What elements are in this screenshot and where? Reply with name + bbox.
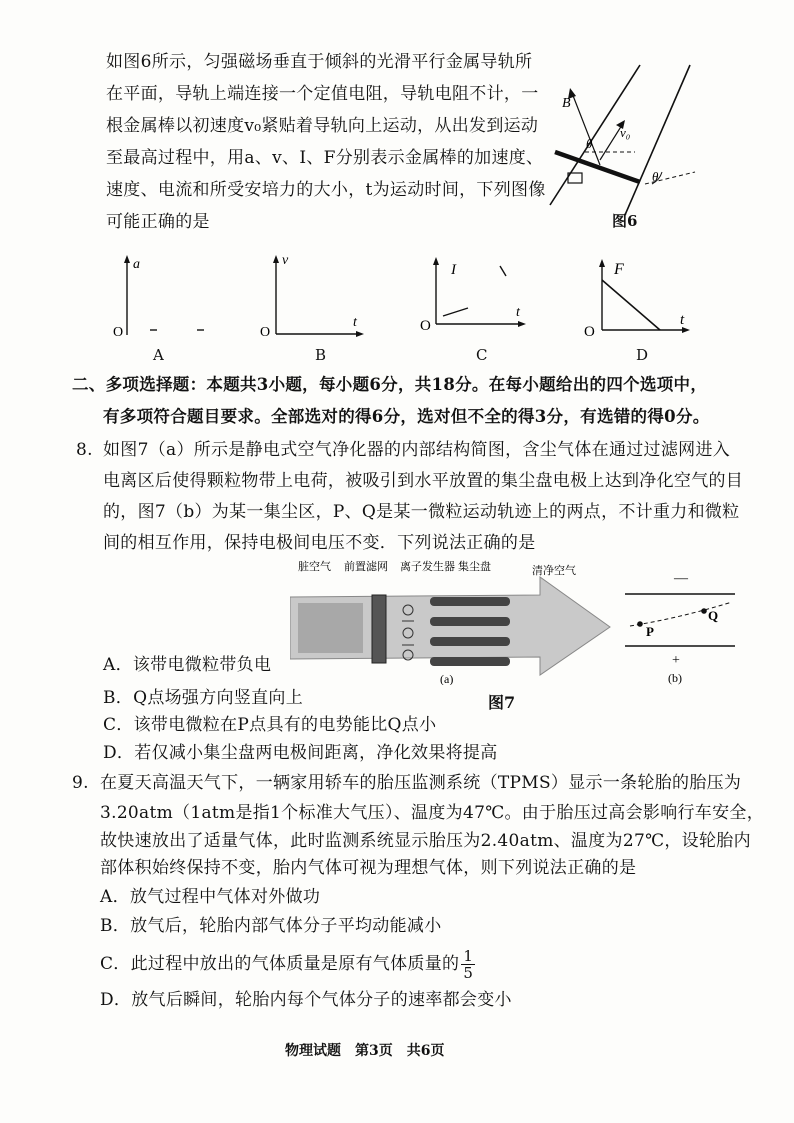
q9-line-3: 故快速放出了适量气体，此时监测系统显示胎压为2.40atm、温度为27℃，设轮胎内 bbox=[100, 831, 751, 851]
graph-c-xlabel: t bbox=[516, 305, 520, 320]
graph-a-option: A bbox=[153, 346, 164, 364]
fig7b-plus-label: + bbox=[672, 653, 680, 668]
q9-option-c-text: C．此过程中放出的气体质量是原有气体质量的 bbox=[100, 954, 460, 974]
figure-7b-field-diagram bbox=[620, 570, 740, 685]
fraction-denominator: 5 bbox=[463, 964, 474, 982]
q9-option-b: B．放气后，轮胎内部气体分子平均动能减小 bbox=[100, 916, 442, 936]
q9-line-2: 3.20atm（1atm是指1个标准大气压）、温度为47℃。由于胎压过高会影响行车安全， bbox=[100, 803, 765, 823]
fig7b-sublabel: (b) bbox=[668, 671, 682, 685]
graph-c-ylabel: I bbox=[451, 262, 456, 278]
q8-line-1: 如图7（a）所示是静电式空气净化器的内部结构简图，含尘气体在通过过滤网进入 bbox=[103, 440, 731, 460]
graph-b-option: B bbox=[315, 346, 327, 364]
fig7a-label-clean-air: 清净空气 bbox=[532, 565, 576, 577]
fig6-B-label: B bbox=[562, 96, 571, 111]
graph-b-ylabel: v bbox=[282, 253, 289, 268]
prefilter-icon bbox=[372, 595, 386, 663]
fig7b-P-label: P bbox=[646, 624, 654, 639]
q9-option-c-fraction bbox=[461, 948, 475, 981]
graph-d-origin: O bbox=[584, 324, 595, 340]
fig6-theta-left: θ bbox=[586, 136, 593, 151]
graph-d bbox=[582, 250, 697, 345]
figure-6-label: 图6 bbox=[612, 212, 638, 230]
fig7b-Q-label: Q bbox=[708, 608, 719, 623]
page-footer: 物理试题 第3页 共6页 bbox=[285, 1043, 445, 1059]
fig7a-label-dirty-air: 脏空气 bbox=[298, 561, 331, 573]
fig7a-label-ionizer: 离子发生器 bbox=[400, 561, 455, 573]
graph-c-origin: O bbox=[420, 318, 431, 334]
q8-number: 8. bbox=[76, 440, 93, 460]
q7-line-4: 至最高过程中，用a、v、I、F分别表示金属棒的加速度、 bbox=[106, 148, 544, 168]
q7-line-6: 可能正确的是 bbox=[106, 212, 210, 232]
q9-option-d: D．放气后瞬间，轮胎内每个气体分子的速率都会变小 bbox=[100, 990, 512, 1010]
q9-option-c bbox=[100, 948, 475, 981]
section-2-header-line-1: 二、多项选择题：本题共3小题，每小题6分，共18分。在每小题给出的四个选项中， bbox=[72, 375, 708, 394]
dirty-air-texture bbox=[298, 603, 363, 653]
graph-d-xlabel: t bbox=[680, 312, 685, 328]
figure-7-caption: 图7 bbox=[488, 693, 516, 712]
fig6-theta-right: θ bbox=[652, 169, 659, 184]
q9-line-1: 在夏天高温天气下，一辆家用轿车的胎压监测系统（TPMS）显示一条轮胎的胎压为 bbox=[100, 773, 742, 793]
q7-line-1: 如图6所示，匀强磁场垂直于倾斜的光滑平行金属导轨所 bbox=[106, 52, 533, 72]
fig7a-label-prefilter: 前置滤网 bbox=[344, 561, 388, 573]
fig6-v0-label: v₀ bbox=[620, 125, 631, 140]
graph-d-ylabel: F bbox=[614, 261, 624, 278]
section-2-header-line-2: 有多项符合题目要求。全部选对的得6分，选对但不全的得3分，有选错的得0分。 bbox=[103, 407, 710, 426]
q7-line-2: 在平面，导轨上端连接一个定值电阻，导轨电阻不计，一 bbox=[106, 84, 539, 104]
q8-option-d: D．若仅减小集尘盘两电极间距离，净化效果将提高 bbox=[103, 743, 498, 763]
figure-6-diagram bbox=[540, 55, 700, 215]
q7-line-5: 速度、电流和所受安培力的大小，t为运动时间，下列图像 bbox=[106, 180, 546, 200]
graph-d-line bbox=[602, 280, 660, 330]
fig7b-minus-label: — bbox=[674, 571, 688, 586]
q9-option-a: A．放气过程中气体对外做功 bbox=[100, 887, 321, 907]
q9-line-4: 部体积始终保持不变，胎内气体可视为理想气体，则下列说法正确的是 bbox=[100, 858, 637, 878]
q9-number: 9. bbox=[72, 773, 89, 793]
graph-a-ylabel: a bbox=[133, 257, 140, 272]
fig7a-sublabel: (a) bbox=[440, 672, 454, 685]
q8-line-3: 的，图7（b）为某一集尘区，P、Q是某一微粒运动轨迹上的两点，不计重力和微粒 bbox=[103, 502, 740, 522]
q8-option-c: C．该带电微粒在P点具有的电势能比Q点小 bbox=[103, 715, 437, 735]
graph-d-option: D bbox=[636, 346, 649, 364]
q8-option-a: A．该带电微粒带负电 bbox=[103, 655, 272, 675]
graph-b bbox=[258, 250, 368, 345]
fraction-numerator: 1 bbox=[463, 947, 474, 965]
graph-c-option: C bbox=[476, 346, 488, 364]
q8-line-4: 间的相互作用，保持电极间电压不变．下列说法正确的是 bbox=[103, 533, 536, 553]
graph-b-xlabel: t bbox=[353, 315, 357, 330]
graph-b-origin: O bbox=[260, 325, 271, 340]
q7-line-3: 根金属棒以初速度v₀紧贴着导轨向上运动，从出发到运动 bbox=[106, 116, 539, 136]
figure-7a-purifier-diagram bbox=[290, 555, 620, 685]
graph-a-origin: O bbox=[113, 325, 124, 340]
fig7a-label-collector: 集尘盘 bbox=[458, 561, 491, 573]
graph-c bbox=[418, 250, 533, 345]
graph-a bbox=[105, 250, 215, 345]
q8-line-2: 电离区后使得颗粒物带上电荷，被吸引到水平放置的集尘盘电极上达到净化空气的目 bbox=[103, 471, 744, 491]
q8-option-b: B．Q点场强方向竖直向上 bbox=[103, 688, 304, 708]
